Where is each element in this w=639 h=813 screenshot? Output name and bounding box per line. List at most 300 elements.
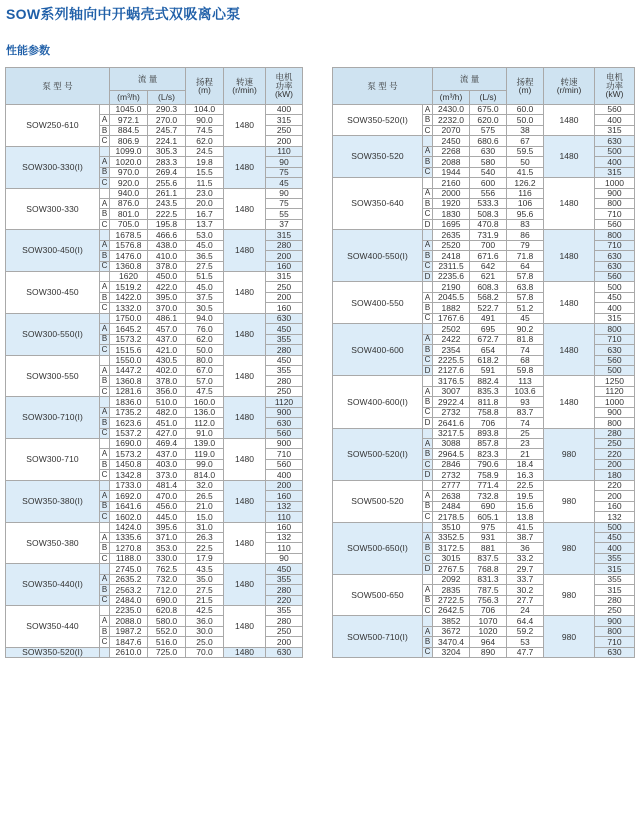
impeller-suffix: C — [100, 178, 110, 188]
impeller-suffix — [100, 647, 110, 657]
flow-ls: 410.0 — [148, 251, 186, 261]
head-m: 74 — [507, 345, 544, 355]
speed-rpm: 1480 — [224, 480, 266, 522]
flow-ls: 835.3 — [470, 386, 507, 396]
motor-power: 250 — [595, 606, 635, 616]
impeller-suffix — [100, 188, 110, 198]
head-m: 37.5 — [186, 292, 224, 302]
impeller-suffix: A — [100, 157, 110, 167]
flow-ls: 469.4 — [148, 439, 186, 449]
flow-m3h: 1476.0 — [110, 251, 148, 261]
impeller-suffix: B — [100, 167, 110, 177]
model-group — [6, 313, 303, 355]
flow-m3h: 3217.5 — [433, 428, 470, 438]
flow-ls: 975 — [470, 522, 507, 532]
flow-m3h: 801.0 — [110, 209, 148, 219]
motor-power: 800 — [595, 230, 635, 240]
motor-power: 160 — [266, 522, 303, 532]
pump-model: SOW400-550 — [333, 282, 423, 324]
flow-m3h: 1678.5 — [110, 230, 148, 240]
flow-ls: 516.0 — [148, 637, 186, 647]
impeller-suffix: C — [423, 313, 433, 323]
head-m: 51.2 — [507, 303, 544, 313]
table-row — [6, 606, 303, 616]
impeller-suffix: B — [100, 251, 110, 261]
impeller-suffix: C — [100, 595, 110, 605]
table-row — [333, 136, 635, 146]
impeller-suffix: C — [100, 512, 110, 522]
pump-model: SOW300-450(I) — [6, 230, 100, 272]
head-m: 18.4 — [507, 459, 544, 469]
flow-m3h: 1920 — [433, 198, 470, 208]
head-m: 90.2 — [507, 324, 544, 334]
motor-power: 500 — [595, 282, 635, 292]
impeller-suffix — [423, 428, 433, 438]
speed-rpm: 980 — [544, 428, 595, 480]
impeller-suffix: B — [423, 637, 433, 647]
head-m: 36 — [507, 543, 544, 553]
model-group — [333, 574, 635, 616]
speed-rpm: 1480 — [224, 522, 266, 564]
motor-power: 220 — [266, 595, 303, 605]
impeller-suffix: A — [100, 115, 110, 125]
head-m: 106 — [507, 198, 544, 208]
flow-m3h: 970.0 — [110, 167, 148, 177]
impeller-suffix: C — [423, 512, 433, 522]
flow-m3h: 2964.5 — [433, 449, 470, 459]
motor-power: 710 — [595, 240, 635, 250]
flow-ls: 790.6 — [470, 459, 507, 469]
head-m: 83 — [507, 219, 544, 229]
table-row — [333, 376, 635, 386]
impeller-suffix — [100, 355, 110, 365]
header-flow-ls: (L/s) — [470, 91, 507, 105]
head-m: 62.0 — [186, 136, 224, 146]
impeller-suffix: C — [100, 637, 110, 647]
impeller-suffix: B — [423, 397, 433, 407]
impeller-suffix: A — [100, 616, 110, 626]
model-group — [333, 105, 635, 136]
flow-m3h: 1620 — [110, 272, 148, 282]
table-row — [333, 230, 635, 240]
head-m: 41.5 — [507, 522, 544, 532]
impeller-suffix: C — [100, 428, 110, 438]
flow-m3h: 2418 — [433, 251, 470, 261]
motor-power: 200 — [266, 292, 303, 302]
flow-m3h: 2422 — [433, 334, 470, 344]
model-group — [6, 146, 303, 188]
table-row — [333, 616, 635, 626]
motor-power: 250 — [266, 282, 303, 292]
head-m: 136.0 — [186, 407, 224, 417]
table-row — [6, 230, 303, 240]
pump-model: SOW500-650 — [333, 574, 423, 616]
impeller-suffix: A — [423, 292, 433, 302]
flow-m3h: 3172.5 — [433, 543, 470, 553]
head-m: 21.0 — [186, 501, 224, 511]
head-m: 64 — [507, 261, 544, 271]
speed-rpm: 1480 — [544, 230, 595, 282]
head-m: 13.8 — [507, 512, 544, 522]
speed-rpm: 1480 — [224, 606, 266, 648]
impeller-suffix — [423, 230, 433, 240]
flow-ls: 556 — [470, 188, 507, 198]
flow-ls: 533.3 — [470, 198, 507, 208]
head-m: 139.0 — [186, 439, 224, 449]
flow-ls: 762.5 — [148, 564, 186, 574]
impeller-suffix: A — [423, 532, 433, 542]
impeller-suffix — [100, 146, 110, 156]
head-m: 17.9 — [186, 553, 224, 563]
model-group — [6, 355, 303, 397]
flow-ls: 353.0 — [148, 543, 186, 553]
table-row — [6, 313, 303, 323]
motor-power: 800 — [595, 324, 635, 334]
head-m: 31.0 — [186, 522, 224, 532]
flow-ls: 768.8 — [470, 564, 507, 574]
impeller-suffix — [423, 324, 433, 334]
flow-ls: 706 — [470, 418, 507, 428]
header-flow: 流 量 — [110, 68, 186, 91]
motor-power: 110 — [266, 146, 303, 156]
table-row — [6, 188, 303, 198]
motor-power: 200 — [595, 491, 635, 501]
flow-m3h: 806.9 — [110, 136, 148, 146]
impeller-suffix: A — [423, 188, 433, 198]
motor-power: 200 — [266, 136, 303, 146]
impeller-suffix: D — [423, 272, 433, 282]
impeller-suffix: C — [100, 219, 110, 229]
flow-ls: 787.5 — [470, 585, 507, 595]
impeller-suffix: A — [100, 324, 110, 334]
head-m: 29.7 — [507, 564, 544, 574]
flow-m3h: 2641.6 — [433, 418, 470, 428]
impeller-suffix: B — [100, 292, 110, 302]
motor-power: 450 — [266, 355, 303, 365]
impeller-suffix: C — [100, 136, 110, 146]
impeller-suffix: C — [100, 553, 110, 563]
motor-power: 220 — [595, 480, 635, 490]
impeller-suffix — [100, 397, 110, 407]
motor-power: 630 — [595, 261, 635, 271]
flow-m3h: 1360.8 — [110, 376, 148, 386]
model-group — [333, 428, 635, 480]
table-row — [333, 178, 635, 188]
motor-power: 250 — [595, 439, 635, 449]
flow-ls: 580 — [470, 157, 507, 167]
flow-m3h: 1550.0 — [110, 355, 148, 365]
flow-m3h: 1735.2 — [110, 407, 148, 417]
flow-ls: 620.0 — [470, 115, 507, 125]
model-group — [333, 480, 635, 522]
flow-ls: 695 — [470, 324, 507, 334]
motor-power: 132 — [595, 512, 635, 522]
head-m: 67 — [507, 136, 544, 146]
flow-m3h: 1342.8 — [110, 470, 148, 480]
head-m: 113 — [507, 376, 544, 386]
flow-m3h: 2178.5 — [433, 512, 470, 522]
header-speed: 转速 (r/min) — [224, 68, 266, 105]
flow-ls: 758.9 — [470, 470, 507, 480]
motor-power: 75 — [266, 167, 303, 177]
header-flow-ls: (L/s) — [148, 91, 186, 105]
impeller-suffix: B — [423, 595, 433, 605]
flow-ls: 706 — [470, 606, 507, 616]
flow-m3h: 1987.2 — [110, 626, 148, 636]
speed-rpm: 1480 — [544, 376, 595, 428]
flow-m3h: 2088 — [433, 157, 470, 167]
motor-power: 280 — [595, 428, 635, 438]
flow-ls: 373.0 — [148, 470, 186, 480]
flow-ls: 430.5 — [148, 355, 186, 365]
head-m: 74.5 — [186, 125, 224, 135]
flow-m3h: 1045.0 — [110, 105, 148, 115]
flow-m3h: 1830 — [433, 209, 470, 219]
table-row — [333, 428, 635, 438]
table-row — [333, 105, 635, 115]
model-group — [6, 606, 303, 648]
motor-power: 280 — [266, 240, 303, 250]
page-title: SOW系列轴向中开蜗壳式双吸离心泵 — [6, 6, 241, 22]
head-m: 21 — [507, 449, 544, 459]
flow-m3h: 2268 — [433, 146, 470, 156]
head-m: 41.5 — [507, 167, 544, 177]
motor-power: 710 — [595, 334, 635, 344]
impeller-suffix: D — [423, 219, 433, 229]
flow-m3h: 1695 — [433, 219, 470, 229]
motor-power: 180 — [595, 470, 635, 480]
impeller-suffix — [423, 480, 433, 490]
motor-power: 500 — [595, 522, 635, 532]
motor-power: 280 — [266, 585, 303, 595]
model-group — [333, 282, 635, 324]
flow-m3h: 2232.0 — [433, 115, 470, 125]
motor-power: 110 — [266, 512, 303, 522]
speed-rpm: 980 — [544, 480, 595, 522]
head-m: 22.5 — [507, 480, 544, 490]
flow-ls: 620.8 — [148, 606, 186, 616]
flow-m3h: 3015 — [433, 553, 470, 563]
head-m: 59.2 — [507, 626, 544, 636]
flow-m3h: 3088 — [433, 439, 470, 449]
flow-m3h: 884.5 — [110, 125, 148, 135]
impeller-suffix — [423, 616, 433, 626]
flow-m3h: 1576.8 — [110, 240, 148, 250]
flow-m3h: 2638 — [433, 491, 470, 501]
flow-ls: 964 — [470, 637, 507, 647]
pump-model: SOW300-710(I) — [6, 397, 100, 439]
head-m: 42.5 — [186, 606, 224, 616]
flow-m3h: 2610.0 — [110, 647, 148, 657]
flow-ls: 371.0 — [148, 532, 186, 542]
flow-m3h: 3470.4 — [433, 637, 470, 647]
motor-power: 800 — [595, 418, 635, 428]
impeller-suffix: B — [100, 626, 110, 636]
flow-ls: 771.4 — [470, 480, 507, 490]
motor-power: 800 — [595, 198, 635, 208]
header-flow-m3h: (m³/h) — [110, 91, 148, 105]
flow-m3h: 1692.0 — [110, 491, 148, 501]
flow-ls: 608.3 — [470, 282, 507, 292]
impeller-suffix: A — [100, 365, 110, 375]
flow-ls: 811.8 — [470, 397, 507, 407]
model-group — [6, 480, 303, 522]
pump-model: SOW500-650(I) — [333, 522, 423, 574]
motor-power: 315 — [595, 125, 635, 135]
motor-power: 220 — [595, 449, 635, 459]
flow-m3h: 1847.6 — [110, 637, 148, 647]
flow-m3h: 3007 — [433, 386, 470, 396]
impeller-suffix: C — [423, 407, 433, 417]
head-m: 30.2 — [507, 585, 544, 595]
impeller-suffix: B — [100, 418, 110, 428]
flow-m3h: 2745.0 — [110, 564, 148, 574]
head-m: 119.0 — [186, 449, 224, 459]
motor-power: 200 — [266, 251, 303, 261]
flow-ls: 600 — [470, 178, 507, 188]
flow-m3h: 1360.8 — [110, 261, 148, 271]
flow-ls: 881 — [470, 543, 507, 553]
head-m: 62.0 — [186, 334, 224, 344]
flow-m3h: 2225.5 — [433, 355, 470, 365]
impeller-suffix: A — [100, 282, 110, 292]
impeller-suffix: B — [423, 251, 433, 261]
flow-m3h: 1641.6 — [110, 501, 148, 511]
impeller-suffix: B — [423, 345, 433, 355]
impeller-suffix — [100, 480, 110, 490]
motor-power: 1000 — [595, 178, 635, 188]
motor-power: 900 — [266, 407, 303, 417]
impeller-suffix: C — [100, 470, 110, 480]
head-m: 126.2 — [507, 178, 544, 188]
flow-ls: 330.0 — [148, 553, 186, 563]
table-row — [6, 146, 303, 156]
pump-model: SOW500-520 — [333, 480, 423, 522]
impeller-suffix: A — [100, 532, 110, 542]
impeller-suffix: B — [423, 543, 433, 553]
motor-power: 315 — [595, 585, 635, 595]
impeller-suffix — [423, 136, 433, 146]
impeller-suffix: D — [423, 470, 433, 480]
impeller-suffix: C — [423, 167, 433, 177]
head-m: 95.6 — [507, 209, 544, 219]
flow-ls: 195.8 — [148, 219, 186, 229]
model-group — [6, 564, 303, 606]
flow-m3h: 1519.2 — [110, 282, 148, 292]
flow-ls: 466.6 — [148, 230, 186, 240]
flow-ls: 654 — [470, 345, 507, 355]
speed-rpm: 1480 — [544, 178, 595, 230]
flow-m3h: 1573.2 — [110, 334, 148, 344]
impeller-suffix — [100, 272, 110, 282]
flow-ls: 427.0 — [148, 428, 186, 438]
head-m: 93 — [507, 397, 544, 407]
flow-m3h: 2835 — [433, 585, 470, 595]
motor-power: 630 — [266, 647, 303, 657]
impeller-suffix — [423, 178, 433, 188]
motor-power: 355 — [595, 553, 635, 563]
head-m: 21.5 — [186, 595, 224, 605]
model-group — [6, 105, 303, 147]
motor-power: 400 — [266, 470, 303, 480]
motor-power: 110 — [266, 543, 303, 553]
header-model: 泵 型 号 — [6, 68, 110, 105]
motor-power: 710 — [595, 637, 635, 647]
table-row — [333, 324, 635, 334]
motor-power: 45 — [266, 178, 303, 188]
header-power: 电机 功率 (kW) — [266, 68, 303, 105]
head-m: 81.8 — [507, 334, 544, 344]
motor-power: 132 — [266, 532, 303, 542]
flow-ls: 222.5 — [148, 209, 186, 219]
impeller-suffix: C — [100, 261, 110, 271]
flow-m3h: 2563.2 — [110, 585, 148, 595]
model-group — [333, 230, 635, 282]
flow-ls: 270.0 — [148, 115, 186, 125]
pump-model: SOW400-550(I) — [333, 230, 423, 282]
flow-m3h: 1332.0 — [110, 303, 148, 313]
impeller-suffix: D — [423, 365, 433, 375]
flow-m3h: 2450 — [433, 136, 470, 146]
head-m: 38.7 — [507, 532, 544, 542]
flow-ls: 857.8 — [470, 439, 507, 449]
flow-ls: 245.7 — [148, 125, 186, 135]
speed-rpm: 1480 — [224, 146, 266, 188]
impeller-suffix: B — [100, 209, 110, 219]
flow-ls: 403.0 — [148, 459, 186, 469]
pump-model: SOW350-520(I) — [333, 105, 423, 136]
flow-m3h: 3852 — [433, 616, 470, 626]
motor-power: 132 — [266, 501, 303, 511]
head-m: 86 — [507, 230, 544, 240]
flow-m3h: 2235.6 — [433, 272, 470, 282]
motor-power: 55 — [266, 209, 303, 219]
motor-power: 355 — [266, 334, 303, 344]
flow-ls: 395.0 — [148, 292, 186, 302]
impeller-suffix: A — [423, 105, 433, 115]
impeller-suffix: A — [423, 626, 433, 636]
table-row — [6, 480, 303, 490]
pump-model: SOW350-440 — [6, 606, 100, 648]
flow-ls: 445.0 — [148, 512, 186, 522]
flow-m3h: 972.1 — [110, 115, 148, 125]
flow-ls: 457.0 — [148, 324, 186, 334]
head-m: 51.5 — [186, 272, 224, 282]
header-speed: 转速 (r/min) — [544, 68, 595, 105]
motor-power: 560 — [266, 428, 303, 438]
pump-model: SOW350-380 — [6, 522, 100, 564]
head-m: 15.5 — [186, 167, 224, 177]
head-m: 25 — [507, 428, 544, 438]
head-m: 45 — [507, 313, 544, 323]
impeller-suffix — [100, 105, 110, 115]
motor-power: 315 — [595, 313, 635, 323]
flow-ls: 290.3 — [148, 105, 186, 115]
head-m: 91.0 — [186, 428, 224, 438]
head-m: 27.7 — [507, 595, 544, 605]
motor-power: 1000 — [595, 397, 635, 407]
head-m: 26.5 — [186, 491, 224, 501]
flow-m3h: 1270.8 — [110, 543, 148, 553]
head-m: 67.0 — [186, 365, 224, 375]
spec-table-right — [332, 67, 635, 658]
head-m: 25.0 — [186, 637, 224, 647]
speed-rpm: 1480 — [224, 647, 266, 657]
motor-power: 400 — [595, 303, 635, 313]
spec-table-left — [5, 67, 303, 658]
pump-model: SOW250-610 — [6, 105, 100, 147]
flow-m3h: 2484.0 — [110, 595, 148, 605]
